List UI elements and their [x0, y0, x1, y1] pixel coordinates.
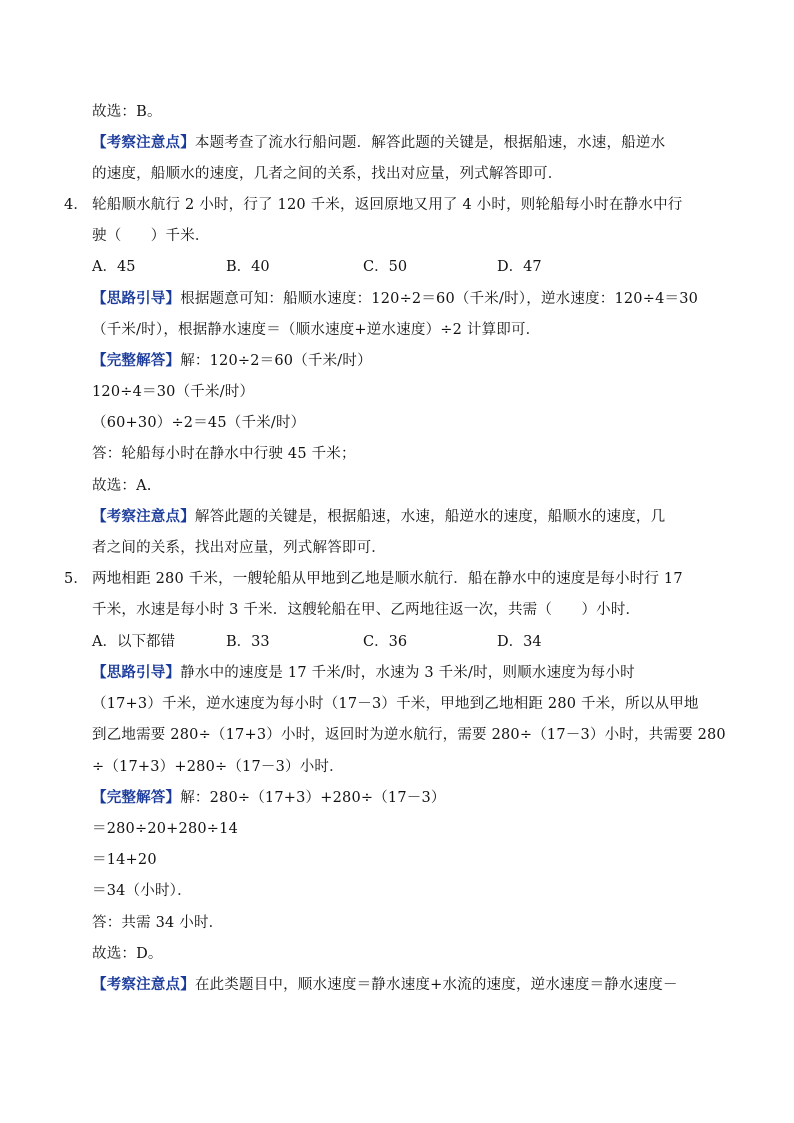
q5-note-tag: 【考察注意点】 — [92, 976, 195, 993]
q5-note-line-1: 【考察注意点】在此类题目中，顺水速度＝静水速度+水流的速度，逆水速度＝静水速度－ — [92, 976, 678, 993]
q4-option-b: B．40 — [226, 259, 270, 275]
q5-option-b: B．33 — [226, 634, 270, 650]
q5-stem-line-2: 千米，水速是每小时 3 千米．这艘轮船在甲、乙两地往返一次，共需（ ）小时． — [92, 602, 641, 618]
q4-option-d: D．47 — [497, 259, 542, 275]
q3-note-line-1: 【考察注意点】本题考查了流水行船问题．解答此题的关键是，根据船速，水速，船逆水 — [92, 134, 666, 151]
q5-hint-line-4: ÷（17+3）+280÷（17－3）小时． — [92, 759, 344, 775]
q4-note-tag: 【考察注意点】 — [92, 508, 195, 525]
q5-hint-line-1: 【思路引导】静水中的速度是 17 千米/时，水速为 3 千米/时，则顺水速度为每小时 — [92, 664, 635, 681]
q5-choose: 故选：D。 — [92, 946, 163, 962]
q5-hint-line-2: （17+3）千米，逆水速度为每小时（17－3）千米，甲地到乙地相距 280 千米，所以从甲地 — [92, 696, 699, 712]
q5-solution-line-3: ＝14+20 — [92, 852, 157, 868]
q5-answer: 答：共需 34 小时． — [92, 915, 224, 931]
q3-note-tag: 【考察注意点】 — [92, 134, 195, 151]
q5-stem-line-1: 5． 两地相距 280 千米，一艘轮船从甲地到乙地是顺水航行．船在静水中的速度是每小时行 17 — [64, 571, 683, 587]
q5-option-c: C．36 — [363, 634, 408, 650]
q4-option-a: A．45 — [92, 259, 136, 275]
q4-solution-line-2: 120÷4＝30（千米/时） — [92, 384, 255, 400]
q5-solution-line-4: ＝34（小时）． — [92, 883, 192, 899]
q4-hint-line-2: （千米/时），根据静水速度＝（顺水速度+逆水速度）÷2 计算即可． — [92, 322, 541, 338]
q5-solution-line-1: 【完整解答】解：280÷（17+3）+280÷（17－3） — [92, 789, 446, 806]
q4-stem-line-1: 4． 轮船顺水航行 2 小时，行了 120 千米，返回原地又用了 4 小时，则轮船每小时在静水中行 — [64, 197, 683, 213]
q5-hint-tag: 【思路引导】 — [92, 664, 181, 681]
q3-choose: 故选：B。 — [92, 104, 162, 120]
q4-note-line-2: 者之间的关系，找出对应量，列式解答即可． — [92, 540, 386, 556]
q5-solution-tag: 【完整解答】 — [92, 789, 181, 806]
q4-solution-tag: 【完整解答】 — [92, 352, 181, 369]
q4-option-c: C．50 — [363, 259, 408, 275]
q4-solution-line-1: 【完整解答】解：120÷2＝60（千米/时） — [92, 352, 372, 369]
q4-number: 4． — [64, 197, 89, 213]
q4-answer: 答：轮船每小时在静水中行驶 45 千米； — [92, 446, 356, 462]
q4-solution-line-3: （60+30）÷2＝45（千米/时） — [92, 415, 306, 431]
q4-note-line-1: 【考察注意点】解答此题的关键是，根据船速，水速，船逆水的速度，船顺水的速度，几 — [92, 508, 666, 525]
q4-choose: 故选：A. — [92, 478, 152, 494]
q4-hint-line-1: 【思路引导】根据题意可知：船顺水速度：120÷2＝60（千米/时），逆水速度：120÷4＝30 — [92, 290, 699, 307]
q5-option-d: D．34 — [497, 634, 542, 650]
q5-number: 5． — [64, 571, 89, 587]
q5-hint-line-3: 到乙地需要 280÷（17+3）小时，返回时为逆水航行，需要 280÷（17－3）小时，共需要 280 — [92, 727, 726, 743]
q3-note-line-2: 的速度，船顺水的速度，几者之间的关系，找出对应量，列式解答即可． — [92, 166, 563, 182]
q4-stem-line-2: 驶（ ）千米． — [92, 228, 210, 244]
q5-option-a: A．以下都错 — [92, 634, 175, 650]
q5-solution-line-2: ＝280÷20+280÷14 — [92, 821, 239, 837]
q4-hint-tag: 【思路引导】 — [92, 290, 181, 307]
